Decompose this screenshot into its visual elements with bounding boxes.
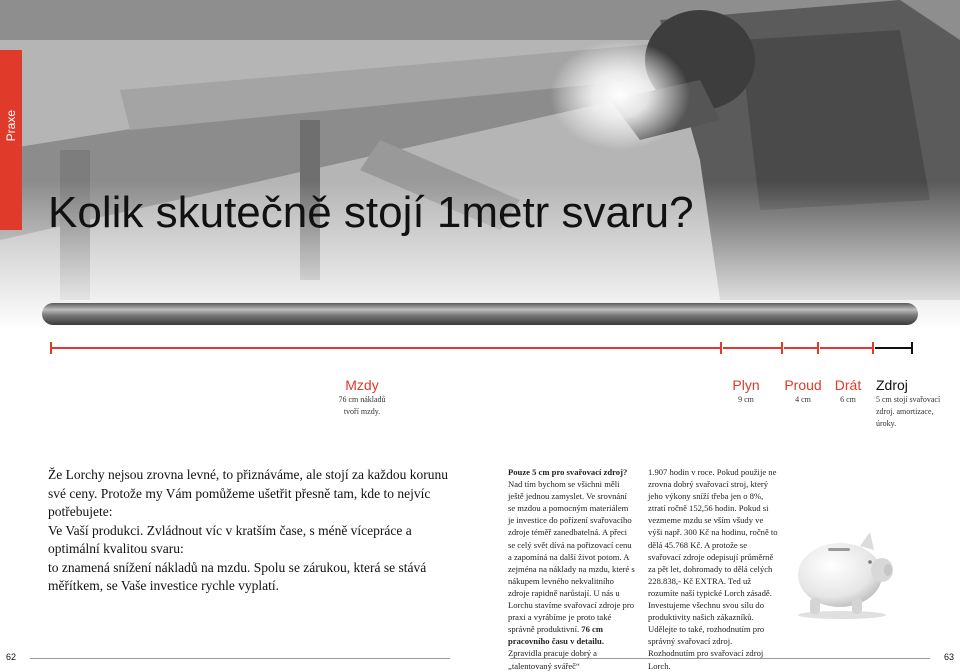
section-tab-label: Praxe [4, 110, 18, 142]
segment-wages-arrow [50, 342, 722, 354]
segment-wire-label [828, 376, 868, 406]
segment-wire-title: Drát [834, 377, 862, 393]
column-1-text-a: Nad tím bychom se všichni měli ještě jednou zamyslet. Ve srovnání se mzdou a pomocným materiálem je investice do pořízení svařovacího zdroje téměř zanedbatelná. A přeci se celý svět dívá na pořizovací cenu a zapomíná na další život potom. A zejména na náklady na mzdu, které s nákupem levného nekvalitního zdroje rapidně narůstají. U nás u Lorchu stavíme svařovací zdroje pro praxi a vyrábíme je proto také správně produktivní. [508, 479, 635, 635]
piggy-bank-image [790, 520, 900, 620]
weld-rod-image [42, 303, 918, 325]
segment-gas-arrow [723, 342, 783, 354]
footer-rule-left [30, 658, 450, 659]
segment-current-arrow [784, 342, 819, 354]
segment-gas-title: Plyn [732, 377, 760, 393]
column-1-heading: Pouze 5 cm pro svařovací zdroj? [508, 467, 628, 477]
segment-wire-arrow [820, 342, 874, 354]
body-column-2: 1.907 hodin v roce. Pokud použije ne zrovna dobrý svařovací stroj, který jeho výkony sníží třeba jen o 8%, ztratí ročně 152,56 hodin. Pokud si vezmeme mzdu se vším všudy ve výši např. 300 Kč na hodinu, ročně to dělá 45.768 Kč. A protože se svařovací zdroje odepisují průměrně za pět let, dohromady to dělá celých 228.838,- Kč EXTRA. Ted už rozumíte naší typické Lorch zásadě. Investujeme všechnu svou sílu do produktivity našich zákazníků. Udělejte to také, rozhodnutím pro správný svařovací zdroj. Rozhodnutím pro svařovací zdroj Lorch. [648, 467, 778, 671]
segment-gas-text: 9 cm [738, 395, 754, 404]
segment-source-arrow [875, 342, 913, 354]
segment-wages-label [330, 376, 394, 418]
intro-paragraph-1: Že Lorchy nejsou zrovna levné, to přiznáváme, ale stojí za každou korunu své ceny. Protože my Vám pomůžeme ušetřit přesně tam, kde to nejvíc potřebujete: [48, 467, 448, 519]
column-1-text-b: Zpravidla pracuje dobrý a „talentovaný svářeč“ [508, 648, 598, 671]
welding-photo-art [0, 0, 960, 330]
column-1-bold: 76 cm pracovního času v detailu. [508, 624, 604, 647]
segment-wire-text: 6 cm [840, 395, 856, 404]
page-number-left: 62 [6, 652, 17, 662]
segment-wages-title: Mzdy [345, 377, 379, 393]
segment-wages-text: 76 cm nákladů tvoří mzdy. [338, 395, 386, 416]
page-headline: Kolik skutečně stojí 1metr svaru? [48, 188, 694, 237]
footer-rule-right [510, 658, 930, 659]
segment-current-text: 4 cm [795, 395, 811, 404]
intro-paragraph-2: Ve Vaší produkci. Zvládnout víc v kratším čase, s méně vícepráce a optimální kvalitou svaru: [48, 522, 412, 556]
section-tab [0, 50, 22, 230]
segment-source-title: Zdroj [876, 377, 908, 393]
segment-current-title: Proud [784, 377, 822, 393]
page-number-right: 63 [943, 652, 954, 662]
welding-photo [0, 0, 960, 330]
intro-paragraph-3: to znamená snížení nákladů na mzdu. Spolu se zárukou, která se stává měřítkem, se Vaše investice rychle vyplatí. [48, 559, 427, 593]
body-column-1 [508, 466, 636, 672]
intro-text [48, 466, 448, 596]
segment-gas-label [722, 376, 770, 406]
segment-source-text: 5 cm stojí svařovací zdroj. amortizace, úroky. [876, 395, 941, 428]
segment-current-label [782, 376, 824, 406]
segment-source-label [876, 376, 946, 430]
